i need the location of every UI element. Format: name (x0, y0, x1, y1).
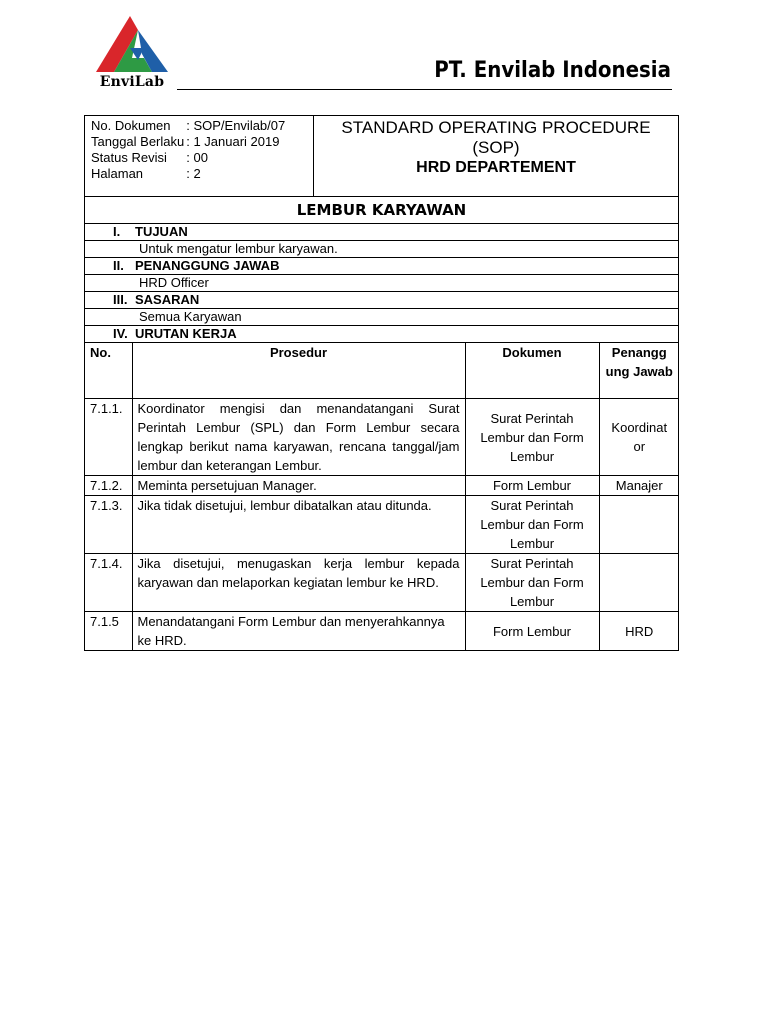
row-prosedur: Menandatangani Form Lembur dan menyerahkannya ke HRD. (132, 612, 465, 651)
row-number: 7.1.3. (85, 496, 132, 554)
sop-heading-cell (314, 116, 679, 197)
section-text-tujuan (85, 241, 679, 258)
section-text: HRD Officer (85, 275, 679, 292)
row-dokumen: Form Lembur (465, 612, 599, 651)
row-number: 7.1.5 (85, 612, 132, 651)
section-title: URUTAN KERJA (135, 326, 237, 341)
row-prosedur: Meminta persetujuan Manager. (132, 476, 465, 496)
row-penanggung-jawab: Manajer (599, 476, 679, 496)
row-penanggung-jawab: Koordinat or (599, 399, 679, 476)
meta-value: : 00 (186, 150, 208, 165)
row-prosedur: Jika disetujui, menugaskan kerja lembur kepada karyawan dan melaporkan kegiatan lembur ke HRD. (132, 554, 465, 612)
envilab-logo-icon (92, 14, 172, 76)
row-penanggung-jawab (599, 554, 679, 612)
section-text-penanggung-jawab (85, 275, 679, 292)
table-row (85, 554, 679, 612)
row-number: 7.1.2. (85, 476, 132, 496)
document-title: LEMBUR KARYAWAN (85, 197, 679, 224)
sop-subtitle: (SOP) (472, 138, 520, 157)
meta-row-doc-number (91, 118, 287, 134)
meta-label: Tanggal Berlaku (91, 134, 185, 149)
section-number: IV. (113, 326, 128, 341)
document-meta (91, 118, 287, 182)
section-title: SASARAN (135, 292, 200, 307)
header-penanggung-jawab: Penangg ung Jawab (599, 343, 679, 399)
row-penanggung-jawab: HRD (599, 612, 679, 651)
section-number: I. (113, 224, 121, 239)
department-name: HRD DEPARTEMENT (416, 159, 576, 176)
section-title: TUJUAN (135, 224, 188, 239)
row-prosedur: Koordinator mengisi dan menandatangani Surat Perintah Lembur (SPL) dan Form Lembur secara lengkap berikut nama karyawan, rencana tanggal/jam lembur dan keterangan Lembur. (132, 399, 465, 476)
row-dokumen: Surat Perintah Lembur dan Form Lembur (465, 554, 599, 612)
meta-label: Halaman (91, 166, 144, 181)
header-dokumen: Dokumen (465, 343, 599, 399)
company-name: PT. Envilab Indonesia (434, 58, 671, 83)
header-prosedur: Prosedur (132, 343, 465, 399)
row-prosedur: Jika tidak disetujui, lembur dibatalkan atau ditunda. (132, 496, 465, 554)
row-dokumen: Surat Perintah Lembur dan Form Lembur (465, 496, 599, 554)
meta-label: No. Dokumen (91, 118, 171, 133)
section-number: III. (113, 292, 128, 307)
table-row (85, 612, 679, 651)
sop-document-table (84, 115, 679, 651)
header-no: No. (85, 343, 132, 399)
table-row (85, 399, 679, 476)
procedure-header-row (85, 343, 679, 399)
procedure-cell (85, 343, 679, 651)
section-text-sasaran (85, 309, 679, 326)
header-divider (177, 89, 672, 90)
row-number: 7.1.1. (85, 399, 132, 476)
meta-row-revision (91, 150, 287, 166)
meta-value: : 2 (186, 166, 201, 181)
sop-title: STANDARD OPERATING PROCEDURE (341, 118, 651, 137)
section-heading-penanggung-jawab (85, 258, 679, 275)
section-heading-tujuan (85, 224, 679, 241)
document-meta-cell (85, 116, 314, 197)
section-text: Semua Karyawan (85, 309, 679, 326)
company-logo (92, 14, 172, 100)
logo-text: EnviLab (99, 74, 165, 90)
meta-row-page (91, 166, 287, 182)
meta-value: : 1 Januari 2019 (186, 134, 280, 149)
row-dokumen: Surat Perintah Lembur dan Form Lembur (465, 399, 599, 476)
section-text: Untuk mengatur lembur karyawan. (85, 241, 679, 258)
row-dokumen: Form Lembur (465, 476, 599, 496)
section-number: II. (113, 258, 124, 273)
meta-value: : SOP/Envilab/07 (186, 118, 286, 133)
table-row (85, 476, 679, 496)
meta-row-effective-date (91, 134, 287, 150)
section-heading-urutan-kerja (85, 326, 679, 343)
row-penanggung-jawab (599, 496, 679, 554)
section-heading-sasaran (85, 292, 679, 309)
row-number: 7.1.4. (85, 554, 132, 612)
procedure-table (85, 343, 679, 650)
meta-label: Status Revisi (91, 150, 167, 165)
section-title: PENANGGUNG JAWAB (135, 258, 280, 273)
table-row (85, 496, 679, 554)
